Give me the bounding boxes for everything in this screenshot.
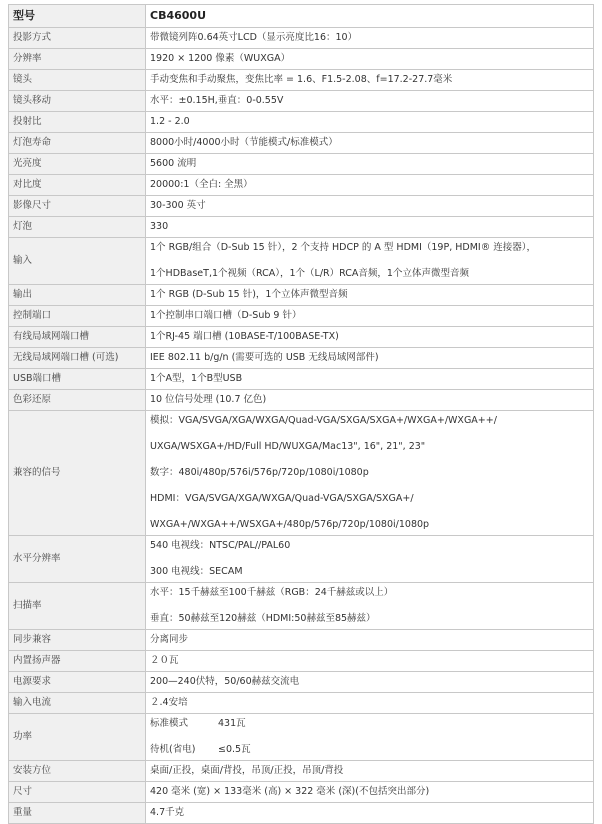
spec-label: 色彩还原 <box>9 390 146 411</box>
table-row <box>9 761 594 782</box>
spec-label: 尺寸 <box>9 782 146 803</box>
spec-label: 影像尺寸 <box>9 196 146 217</box>
spec-value-line: 模拟：VGA/SVGA/XGA/WXGA/Quad-VGA/SXGA/SXGA+/WXGA+/WXGA++/ <box>150 415 497 426</box>
table-row <box>9 672 594 693</box>
spec-value <box>146 133 594 154</box>
spec-value-line: 1个控制串口端口槽（D-Sub 9 针） <box>150 310 302 321</box>
spec-label: 投影方式 <box>9 28 146 49</box>
spec-label: 无线局域网端口槽 (可选) <box>9 348 146 369</box>
spec-label: 镜头 <box>9 70 146 91</box>
power-mode: 待机(省电) <box>150 744 196 755</box>
spec-value <box>146 327 594 348</box>
spec-value <box>146 672 594 693</box>
spec-value-line: 5600 流明 <box>150 158 197 169</box>
spec-label: USB端口槽 <box>9 369 146 390</box>
table-row <box>9 70 594 91</box>
spec-label: 灯泡 <box>9 217 146 238</box>
spec-value-line: 330 <box>150 221 169 232</box>
spec-value <box>146 761 594 782</box>
power-mode: 标准模式 <box>150 718 189 729</box>
spec-value <box>146 285 594 306</box>
spec-label: 输入电流 <box>9 693 146 714</box>
spec-value-line: 1个HDBaseT,1个视频（RCA），1个（L/R）RCA音频，1个立体声微型音频 <box>150 268 469 279</box>
spec-value <box>146 782 594 803</box>
table-row <box>9 133 594 154</box>
spec-value-line: ２０瓦 <box>150 655 179 666</box>
spec-value <box>146 348 594 369</box>
table-row <box>9 238 594 285</box>
spec-value <box>146 196 594 217</box>
spec-value <box>146 49 594 70</box>
spec-value-line: 10 位信号处理 (10.7 亿色) <box>150 394 267 405</box>
spec-value-line: 20000:1（全白: 全黑） <box>150 179 253 190</box>
spec-label: 重量 <box>9 803 146 824</box>
model-label: 型号 <box>9 5 146 28</box>
table-row <box>9 583 594 630</box>
spec-label: 内置扬声器 <box>9 651 146 672</box>
table-row <box>9 369 594 390</box>
table-header-row <box>9 5 594 28</box>
spec-value-line: WXGA+/WXGA++/WSXGA+/480p/576p/720p/1080i/1080p <box>150 519 430 530</box>
power-value: 431瓦 <box>218 718 246 729</box>
spec-value <box>146 112 594 133</box>
table-row <box>9 49 594 70</box>
table-row <box>9 91 594 112</box>
spec-value-line: 200—240伏特，50/60赫兹交流电 <box>150 676 300 687</box>
spec-label: 投射比 <box>9 112 146 133</box>
table-row <box>9 154 594 175</box>
spec-label: 对比度 <box>9 175 146 196</box>
spec-value <box>146 217 594 238</box>
spec-value-line: 手动变焦和手动聚焦，变焦比率 = 1.6、F1.5-2.08、f=17.2-27.7毫米 <box>150 74 453 85</box>
table-row <box>9 630 594 651</box>
spec-label: 水平分辨率 <box>9 536 146 583</box>
spec-label: 同步兼容 <box>9 630 146 651</box>
spec-label: 安装方位 <box>9 761 146 782</box>
spec-value-line: 1个 RGB (D-Sub 15 针)，1个立体声微型音频 <box>150 289 348 300</box>
table-row <box>9 693 594 714</box>
spec-label: 光亮度 <box>9 154 146 175</box>
spec-value <box>146 714 594 761</box>
spec-label: 兼容的信号 <box>9 411 146 536</box>
spec-value <box>146 91 594 112</box>
table-row <box>9 348 594 369</box>
spec-value-line: 垂直：50赫兹至120赫兹（HDMI:50赫兹至85赫兹） <box>150 613 376 624</box>
spec-value <box>146 803 594 824</box>
table-row <box>9 714 594 761</box>
spec-value-line: 30-300 英寸 <box>150 200 206 211</box>
spec-value <box>146 411 594 536</box>
spec-label: 分辨率 <box>9 49 146 70</box>
table-row <box>9 411 594 536</box>
power-item <box>150 740 589 760</box>
spec-value <box>146 536 594 583</box>
table-row <box>9 217 594 238</box>
power-item <box>150 714 589 734</box>
table-row <box>9 327 594 348</box>
spec-label: 输出 <box>9 285 146 306</box>
table-row <box>9 112 594 133</box>
spec-label: 电源要求 <box>9 672 146 693</box>
table-row <box>9 175 594 196</box>
spec-label: 镜头移动 <box>9 91 146 112</box>
spec-label: 功率 <box>9 714 146 761</box>
spec-label: 扫描率 <box>9 583 146 630</box>
spec-value <box>146 369 594 390</box>
spec-value-line: 8000小时/4000小时（节能模式/标准模式） <box>150 137 338 148</box>
spec-value-line: 1个A型，1个B型USB <box>150 373 243 384</box>
spec-value-line: 1个 RGB/组合（D-Sub 15 针），2 个支持 HDCP 的 A 型 HDMI（19P, HDMI® 连接器）， <box>150 242 536 253</box>
spec-value-line: 4.7千克 <box>150 807 185 818</box>
spec-value-line: 分离同步 <box>150 634 189 645</box>
spec-value <box>146 583 594 630</box>
spec-value-line: ２.4安培 <box>150 697 188 708</box>
table-row <box>9 196 594 217</box>
table-row <box>9 306 594 327</box>
spec-label: 有线局域网端口槽 <box>9 327 146 348</box>
spec-value <box>146 306 594 327</box>
spec-value-line: 1.2 - 2.0 <box>150 116 190 127</box>
spec-value-line: 1个RJ-45 端口槽 (10BASE-T/100BASE-TX) <box>150 331 339 342</box>
spec-value-line: 带微镜列阵0.64英寸LCD（显示亮度比16：10） <box>150 32 358 43</box>
spec-value-line: 300 电视线：SECAM <box>150 566 243 577</box>
power-value: ≤0.5瓦 <box>218 744 251 755</box>
spec-value-line: 420 毫米 (宽) × 133毫米 (高) × 322 毫米 (深)(不包括突出部分) <box>150 786 430 797</box>
spec-value-line: 桌面/正投，桌面/背投，吊顶/正投，吊顶/背投 <box>150 765 344 776</box>
table-row <box>9 651 594 672</box>
table-row <box>9 28 594 49</box>
table-row <box>9 285 594 306</box>
spec-value-line: 水平：±0.15H,垂直：0-0.55V <box>150 95 284 106</box>
spec-value <box>146 238 594 285</box>
spec-value-line: UXGA/WSXGA+/HD/Full HD/WUXGA/Mac13", 16", 21", 23" <box>150 441 426 452</box>
spec-value-line: 540 电视线：NTSC/PAL//PAL60 <box>150 540 291 551</box>
spec-value <box>146 28 594 49</box>
table-row <box>9 536 594 583</box>
spec-value <box>146 630 594 651</box>
spec-value-line: 水平：15千赫兹至100千赫兹（RGB：24千赫兹或以上） <box>150 587 394 598</box>
spec-value <box>146 651 594 672</box>
spec-value-line: HDMI：VGA/SVGA/XGA/WXGA/Quad-VGA/SXGA/SXGA+/ <box>150 493 414 504</box>
spec-value <box>146 390 594 411</box>
spec-label: 灯泡寿命 <box>9 133 146 154</box>
table-row <box>9 803 594 824</box>
model-value: CB4600U <box>146 5 594 28</box>
table-row <box>9 390 594 411</box>
spec-table <box>8 4 594 824</box>
spec-value <box>146 70 594 91</box>
spec-value <box>146 175 594 196</box>
table-row <box>9 782 594 803</box>
spec-value <box>146 154 594 175</box>
spec-label: 输入 <box>9 238 146 285</box>
spec-value-line: IEE 802.11 b/g/n (需要可选的 USB 无线局域网部件) <box>150 352 379 363</box>
spec-label: 控制端口 <box>9 306 146 327</box>
spec-value <box>146 693 594 714</box>
spec-value-line: 数字：480i/480p/576i/576p/720p/1080i/1080p <box>150 467 369 478</box>
spec-value-line: 1920 × 1200 像素（WUXGA） <box>150 53 291 64</box>
